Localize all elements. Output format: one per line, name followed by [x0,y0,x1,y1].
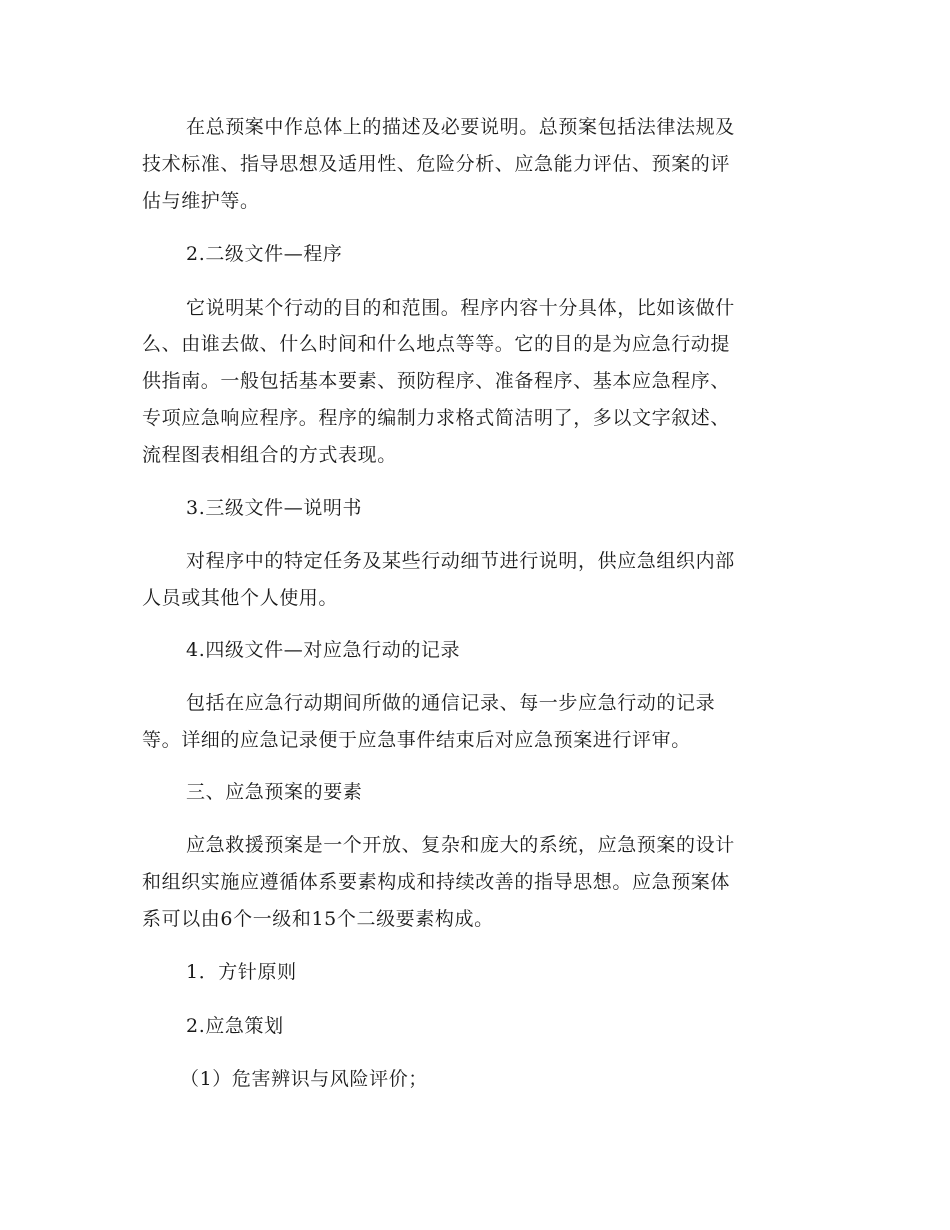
paragraph-line: 等。详细的应急记录便于应急事件结束后对应急预案进行评审。 [142,729,691,751]
paragraph-line: 系可以由6个一级和15个二级要素构成。 [142,908,494,930]
paragraph-line: 和组织实施应遵循体系要素构成和持续改善的指导思想。应急预案体 [142,871,731,893]
paragraph-line: 它说明某个行动的目的和范围。程序内容十分具体，比如该做什 [186,297,735,319]
paragraph-line: 人员或其他个人使用。 [142,587,339,609]
paragraph-line: 对程序中的特定任务及某些行动细节进行说明，供应急组织内部 [186,550,735,572]
list-item: （1）危害辨识与风险评价； [180,1068,428,1090]
paragraph-line: 在总预案中作总体上的描述及必要说明。总预案包括法律法规及 [186,116,735,138]
section-heading: 2.二级文件—程序 [186,243,343,265]
section-heading: 4.四级文件—对应急行动的记录 [186,639,461,661]
section-heading: 2.应急策划 [186,1015,284,1037]
paragraph-line: 供指南。一般包括基本要素、预防程序、准备程序、基本应急程序、 [142,370,731,392]
paragraph-line: 流程图表相组合的方式表现。 [142,444,397,466]
paragraph-line: 估与维护等。 [142,190,260,212]
section-heading: 3.三级文件—说明书 [186,497,363,519]
paragraph-line: 技术标准、指导思想及适用性、危险分析、应急能力评估、预案的评 [142,153,731,175]
paragraph-line: 包括在应急行动期间所做的通信记录、每一步应急行动的记录 [186,692,716,714]
paragraph-line: 应急救援预案是一个开放、复杂和庞大的系统，应急预案的设计 [186,834,735,856]
section-heading: 三、应急预案的要素 [186,781,363,803]
paragraph-line: 么、由谁去做、什么时间和什么地点等等。它的目的是为应急行动提 [142,333,731,355]
paragraph-line: 专项应急响应程序。程序的编制力求格式简洁明了，多以文字叙述、 [142,407,731,429]
section-heading: 1．方针原则 [186,961,297,983]
